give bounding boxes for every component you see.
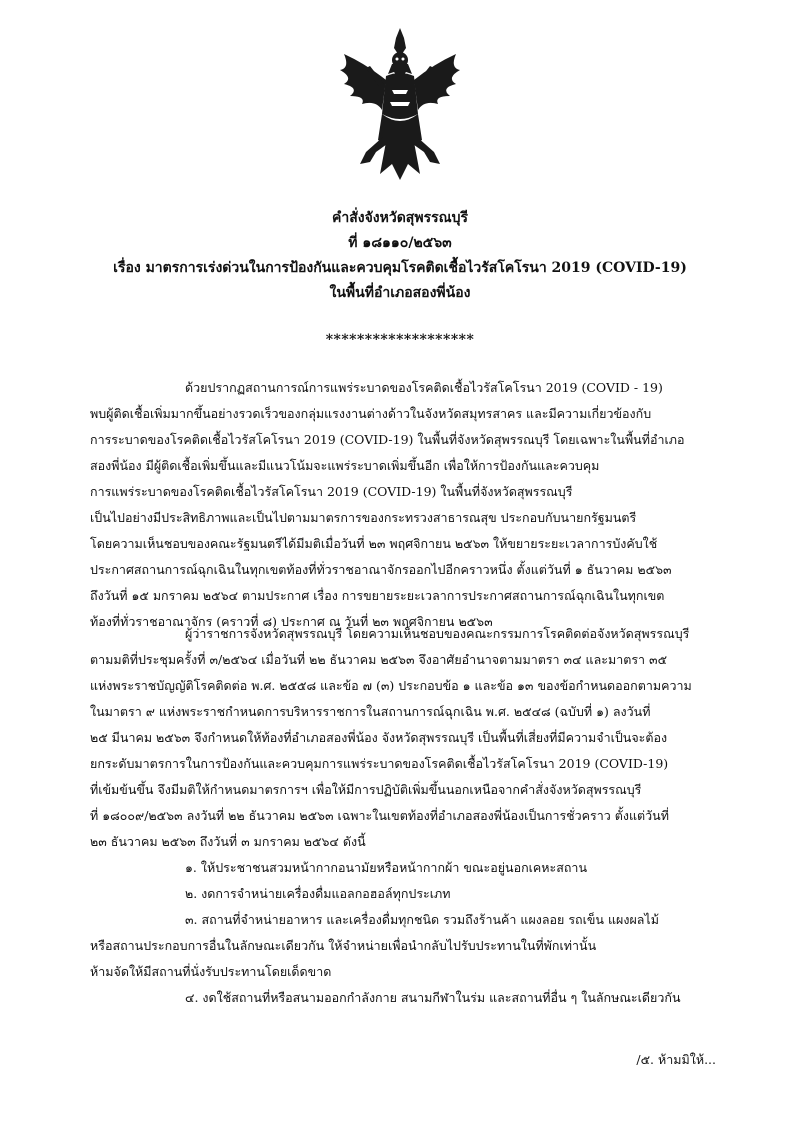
document-subject-line1: เรื่อง มาตรการเร่งด่วนในการป้องกันและควบคุมโรคติดเชื้อไวรัสโคโรนา 2019 (COVID-19): [113, 260, 687, 276]
paragraph-line: ในมาตรา ๙ แห่งพระราชกำหนดการบริหารราชการในสถานการณ์ฉุกเฉิน พ.ศ. ๒๕๔๘ (ฉบับที่ ๑) ลงวันที่: [90, 704, 651, 719]
list-item: ๔. งดใช้สถานที่หรือสนามออกกำลังกาย สนามกีฬาในร่ม และสถานที่อื่น ๆ ในลักษณะเดียวกัน: [185, 990, 681, 1005]
paragraph-line: ประกาศสถานการณ์ฉุกเฉินในทุกเขตท้องที่ทั่วราชอาณาจักรออกไปอีกคราวหนึ่ง ตั้งแต่วันที่ ๑ ธันวาคม ๒๕๖๓: [90, 562, 672, 577]
document-subject-line2: ในพื้นที่อำเภอสองพี่น้อง: [329, 285, 471, 301]
document-header: [60, 206, 740, 306]
paragraph-line: สองพี่น้อง มีผู้ติดเชื้อเพิ่มขึ้นและมีแนวโน้มจะแพร่ระบาดเพิ่มขึ้นอีก เพื่อให้การป้องกันและควบคุม: [90, 458, 600, 473]
paragraph-line: ที่เข้มข้นขึ้น จึงมีมติให้กำหนดมาตรการฯ เพื่อให้มีการปฏิบัติเพิ่มขึ้นนอกเหนือจากคำสั่งจังหวัดสุพรรณบุรี: [90, 782, 642, 797]
paragraph-line: ตามมติที่ประชุมครั้งที่ ๓/๒๕๖๔ เมื่อวันที่ ๒๒ ธันวาคม ๒๕๖๓ จึงอาศัยอำนาจตามมาตรา ๓๔ และมาตรา ๓๕: [90, 652, 668, 667]
paragraph-line: เป็นไปอย่างมีประสิทธิภาพและเป็นไปตามมาตรการของกระทรวงสาธารณสุข ประกอบกับนายกรัฐมนตรี: [90, 510, 637, 525]
paragraph-1: [90, 375, 720, 635]
list-item: ๑. ให้ประชาชนสวมหน้ากากอนามัยหรือหน้ากากผ้า ขณะอยู่นอกเคหะสถาน: [185, 860, 587, 875]
separator: *******************: [325, 332, 475, 348]
paragraph-line: ผู้ว่าราชการจังหวัดสุพรรณบุรี โดยความเห็นชอบของคณะกรรมการโรคติดต่อจังหวัดสุพรรณบุรี: [185, 626, 690, 641]
paragraph-line: ๒๓ ธันวาคม ๒๕๖๓ ถึงวันที่ ๓ มกราคม ๒๕๖๔ ดังนี้: [90, 834, 366, 849]
paragraph-line: ท้องที่ทั่วราชอาณาจักร (คราวที่ ๘) ประกาศ ณ วันที่ ๒๓ พฤศจิกายน ๒๕๖๓: [90, 614, 493, 629]
list-item-continuation: ห้ามจัดให้มีสถานที่นั่งรับประทานโดยเด็ดขาด: [90, 964, 332, 979]
paragraph-2: [90, 621, 720, 855]
document-title: คำสั่งจังหวัดสุพรรณบุรี: [331, 210, 469, 226]
page-continuation-note: /๕. ห้ามมิให้...: [636, 1052, 716, 1067]
measures-list: [90, 855, 720, 1011]
paragraph-line: พบผู้ติดเชื้อเพิ่มมากขึ้นอย่างรวดเร็วของกลุ่มแรงงานต่างด้าวในจังหวัดสมุทรสาคร และมีความเกี่ยวข้องกับ: [90, 406, 652, 421]
paragraph-line: การระบาดของโรคติดเชื้อไวรัสโคโรนา 2019 (COVID-19) ในพื้นที่จังหวัดสุพรรณบุรี โดยเฉพาะในพื้นที่อำเภอ: [90, 432, 685, 447]
paragraph-line: โดยความเห็นชอบของคณะรัฐมนตรีได้มีมติเมื่อวันที่ ๒๓ พฤศจิกายน ๒๕๖๓ ให้ขยายระยะเวลาการบังคับใช้: [90, 536, 658, 551]
list-item-continuation: หรือสถานประกอบการอื่นในลักษณะเดียวกัน ให้จำหน่ายเพื่อนำกลับไปรับประทานในที่พักเท่านั้น: [90, 938, 597, 953]
list-item: ๓. สถานที่จำหน่ายอาหาร และเครื่องดื่มทุกชนิด รวมถึงร้านค้า แผงลอย รถเข็น แผงผลไม้: [185, 912, 659, 927]
paragraph-line: ด้วยปรากฏสถานการณ์การแพร่ระบาดของโรคติดเชื้อไวรัสโคโรนา 2019 (COVID - 19): [185, 380, 663, 395]
paragraph-line: ถึงวันที่ ๑๕ มกราคม ๒๕๖๔ ตามประกาศ เรื่อง การขยายระยะเวลาการประกาศสถานการณ์ฉุกเฉินในทุกเขต: [90, 588, 665, 603]
list-item: ๒. งดการจำหน่ายเครื่องดื่มแอลกอฮอล์ทุกประเภท: [185, 886, 451, 901]
paragraph-line: ที่ ๑๘๐๐๙/๒๕๖๓ ลงวันที่ ๒๒ ธันวาคม ๒๕๖๓ เฉพาะในเขตท้องที่อำเภอสองพี่น้องเป็นการชั่วคราว ตั้งแต่วันที่: [90, 808, 669, 823]
paragraph-line: ยกระดับมาตรการในการป้องกันและควบคุมการแพร่ระบาดของโรคติดเชื้อไวรัสโคโรนา 2019 (COVID-19): [90, 756, 669, 771]
paragraph-line: การแพร่ระบาดของโรคติดเชื้อไวรัสโคโรนา 2019 (COVID-19) ในพื้นที่จังหวัดสุพรรณบุรี: [90, 484, 573, 499]
paragraph-line: ๒๕ มีนาคม ๒๕๖๓ จึงกำหนดให้ท้องที่อำเภอสองพี่น้อง จังหวัดสุพรรณบุรี เป็นพื้นที่เสี่ยงที่มีความจำเป็นจะต้อง: [90, 730, 668, 745]
document-number: ที่ ๑๘๑๑๐/๒๕๖๓: [348, 235, 452, 251]
garuda-emblem: [336, 24, 464, 184]
paragraph-line: แห่งพระราชบัญญัติโรคติดต่อ พ.ศ. ๒๕๕๘ และข้อ ๗ (๓) ประกอบข้อ ๑ และข้อ ๑๓ ของข้อกำหนดออกตามความ: [90, 678, 692, 693]
